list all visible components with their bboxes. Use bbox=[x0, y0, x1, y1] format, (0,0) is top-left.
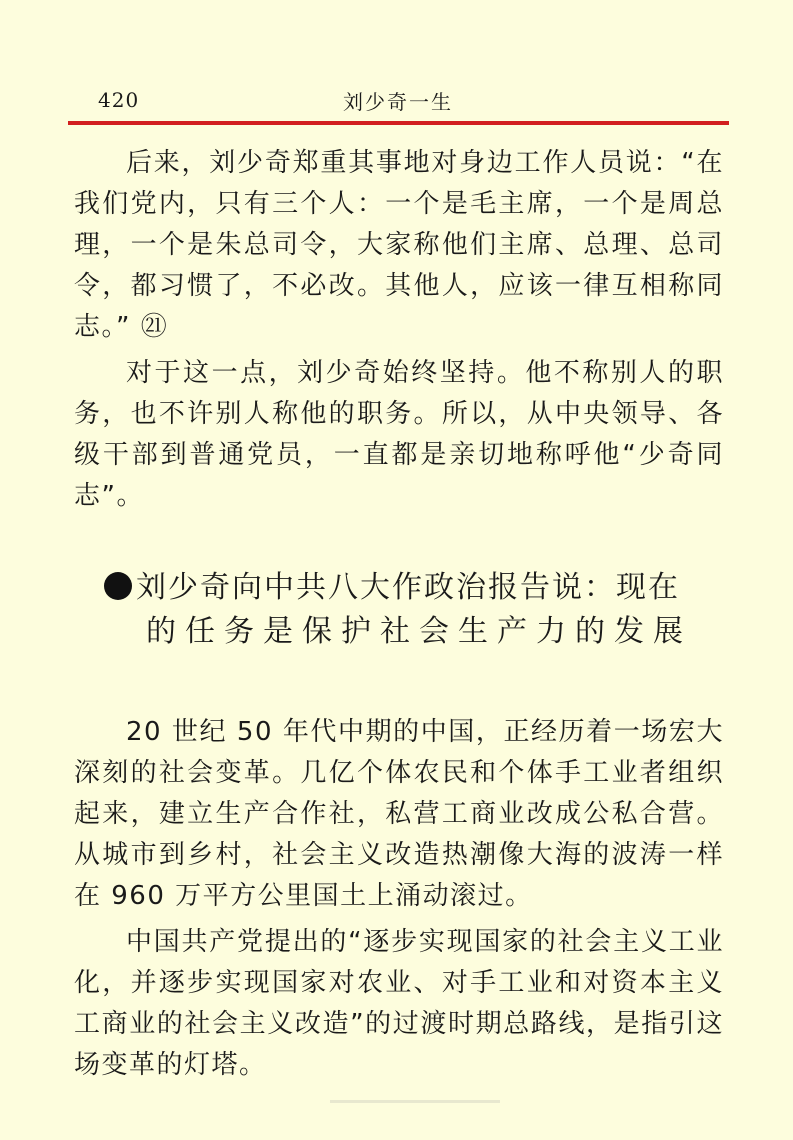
section-heading-line-2: 的任务是保护社会生产力的发展 bbox=[146, 614, 692, 649]
section-paragraph-1: 20 世纪 50 年代中期的中国，正经历着一场宏大深刻的社会变革。几亿个体农民和个体手工业者组织起来，建立生产合作社，私营工商业改成公私合营。从城市到乡村，社会主义改造热潮像大海的波涛一样在 960 万平方公里国土上涌动滚过。 bbox=[74, 717, 724, 911]
page-number: 420 bbox=[98, 88, 140, 112]
header-rule bbox=[68, 121, 729, 125]
running-title: 刘少奇一生 bbox=[343, 90, 453, 114]
scan-artifact bbox=[330, 1100, 500, 1103]
section-heading-line-1: 刘少奇向中共八大作政治报告说：现在 bbox=[136, 570, 680, 605]
page-header bbox=[68, 84, 728, 118]
bullet-dot-icon bbox=[104, 572, 132, 600]
section-heading bbox=[104, 566, 734, 654]
body-paragraph-2: 对于这一点，刘少奇始终坚持。他不称别人的职务，也不许别人称他的职务。所以，从中央领导、各级干部到普通党员，一直都是亲切地称呼他“少奇同志”。 bbox=[74, 358, 724, 511]
body-paragraph-1: 后来，刘少奇郑重其事地对身边工作人员说：“在我们党内，只有三个人：一个是毛主席，一个是周总理，一个是朱总司令，大家称他们主席、总理、总司令，都习惯了，不必改。其他人，应该一律互相称同志。” ㉑ bbox=[74, 148, 724, 342]
section-paragraph-2: 中国共产党提出的“逐步实现国家的社会主义工业化，并逐步实现国家对农业、对手工业和对资本主义工商业的社会主义改造”的过渡时期总路线，是指引这场变革的灯塔。 bbox=[74, 927, 724, 1080]
